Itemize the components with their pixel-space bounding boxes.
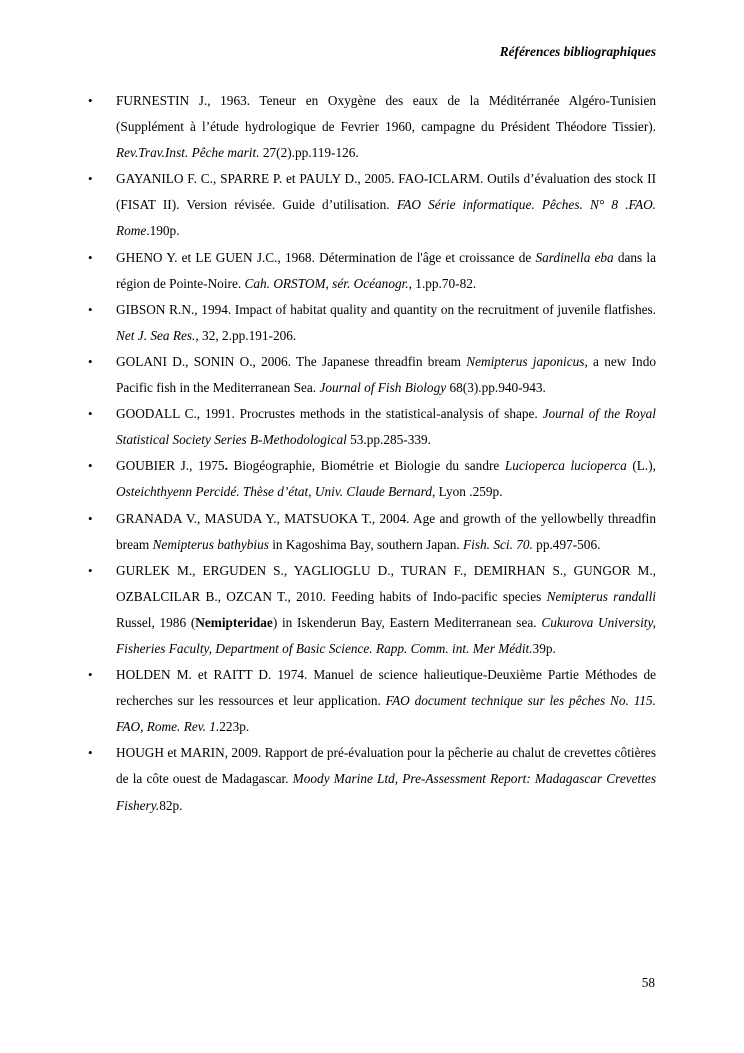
reference-text: GOODALL C., 1991. Procrustes methods in the statistical-analysis of shape. [116,406,543,422]
reference-text: 68(3).pp.940-943. [446,380,546,396]
bullet-icon: • [88,667,93,683]
reference-text: GOLANI D., SONIN O., 2006. The Japanese threadfin bream [116,353,467,369]
reference-text: , Lyon .259p. [431,484,503,500]
reference-text: , a new Indo Pacific fish in the Mediterranean Sea. [116,353,656,396]
reference-entry [88,349,656,401]
reference-entry [88,297,656,349]
reference-text: ) in Iskenderun Bay, Eastern Mediterranean sea. [272,614,542,630]
reference-italic-text: FAO Série informatique. Pêches. N° 8 .FAO. Rome [116,197,657,239]
reference-text: HOUGH et MARIN, 2009. Rapport de pré-évaluation pour la pêcherie au chalut de crevettes côtières de la côte ouest de Madagascar. [116,745,656,787]
page-number: 58 [641,975,655,990]
reference-text: , 1.pp.70-82. [408,275,477,291]
reference-bold-text: Nemipteridae [195,614,273,630]
bullet-icon: • [88,249,93,265]
reference-bold-text: . [224,458,228,474]
reference-italic-text: Cah. ORSTOM, sér. Océanogr. [244,275,409,291]
bullet-icon: • [88,458,93,474]
reference-list [88,88,656,819]
reference-italic-text: Nemipterus japonicus [466,353,585,369]
reference-entry [88,245,656,297]
reference-italic-text: Nemipterus randalli [546,588,656,604]
reference-text: pp.497-506. [532,536,601,552]
reference-text: dans la région de Pointe-Noire. [116,249,656,291]
reference-entry [88,506,656,558]
bullet-icon: • [88,406,93,422]
reference-entry [88,453,656,505]
reference-text: GHENO Y. et LE GUEN J.C., 1968. Détermination de l'âge et croissance de [116,249,536,265]
reference-entry [88,166,656,244]
reference-italic-text: Fish. Sci. 70. [463,536,533,552]
reference-text: 32, 2.pp.191-206. [198,327,297,343]
bullet-icon: • [88,745,93,761]
reference-italic-text: Lucioperca lucioperca [504,458,627,474]
reference-text: 39p. [532,640,556,656]
reference-entry [88,558,656,662]
reference-italic-text: Journal of Fish Biology [319,380,447,396]
reference-italic-text: Moody Marine Ltd, Pre-Assessment Report: Madagascar Crevettes Fishery. [116,771,656,813]
reference-italic-text: Net J. Sea Res., [116,327,199,343]
reference-entry [88,740,656,818]
reference-text: 53.pp.285-339. [346,432,432,448]
reference-text: GIBSON R.N., 1994. Impact of habitat quality and quantity on the recruitment of juvenile flatfishes. [116,301,656,317]
reference-italic-text: Rev.Trav.Inst. Pêche marit. [116,145,260,161]
reference-italic-text: Nemipterus bathybius [152,536,269,552]
reference-italic-text: Sardinella eba [535,249,614,265]
reference-text: .190p. [146,223,180,239]
reference-text: (L.), [626,458,657,474]
reference-text: GOUBIER J., 1975 [116,458,225,474]
reference-text: FURNESTIN J., 1963. Teneur en Oxygène des eaux de la Méditérranée Algéro-Tunisien (Supplément à l’étude hydrologique de Fevrier 1960, campagne du Président Théodore Tissier). [116,93,656,135]
reference-text: GRANADA V., MASUDA Y., MATSUOKA T., 2004. Age and growth of the yellowbelly threadfin bream [116,510,656,552]
reference-entry [88,88,656,166]
running-header: Références bibliographiques [499,44,656,59]
reference-entry [88,401,656,453]
bullet-icon: • [88,510,93,526]
reference-text: 82p. [159,797,183,813]
reference-italic-text: Osteichthyenn Percidé. Thèse d’état, Univ. Claude Bernard [116,484,432,500]
reference-italic-text: FAO document technique sur les pêches No. 115. FAO, Rome. Rev. 1. [116,693,656,735]
reference-text: in Kagoshima Bay, southern Japan. [268,536,464,552]
reference-text: GAYANILO F. C., SPARRE P. et PAULY D., 2005. FAO-ICLARM. Outils d’évaluation des stock II (FISAT II). Version révisée. Guide d’utilisation. [116,171,656,213]
bullet-icon: • [88,171,93,187]
reference-text: Russel, 1986 ( [116,614,196,630]
reference-text: GURLEK M., ERGUDEN S., YAGLIOGLU D., TURAN F., DEMIRHAN S., GUNGOR M., OZBALCILAR B., OZCAN T., 2010. Feeding habits of Indo-pacific species [116,562,656,604]
reference-italic-text: Journal of the Royal Statistical Society Series B-Methodological [116,406,656,448]
reference-entry [88,662,656,740]
reference-italic-text: Cukurova University, Fisheries Faculty, Department of Basic Science. Rapp. Comm. int. Mer Médit. [116,614,656,656]
bullet-icon: • [88,301,93,317]
reference-text: Biogéographie, Biométrie et Biologie du sandre [227,458,505,474]
reference-text: 27(2).pp.119-126. [259,145,359,161]
bullet-icon: • [88,353,93,369]
reference-text: 223p. [219,719,250,735]
reference-text: HOLDEN M. et RAITT D. 1974. Manuel de science halieutique-Deuxième Partie Méthodes de recherches sur les ressources et leur application. [116,667,656,709]
bullet-icon: • [88,93,93,108]
bullet-icon: • [88,562,93,578]
